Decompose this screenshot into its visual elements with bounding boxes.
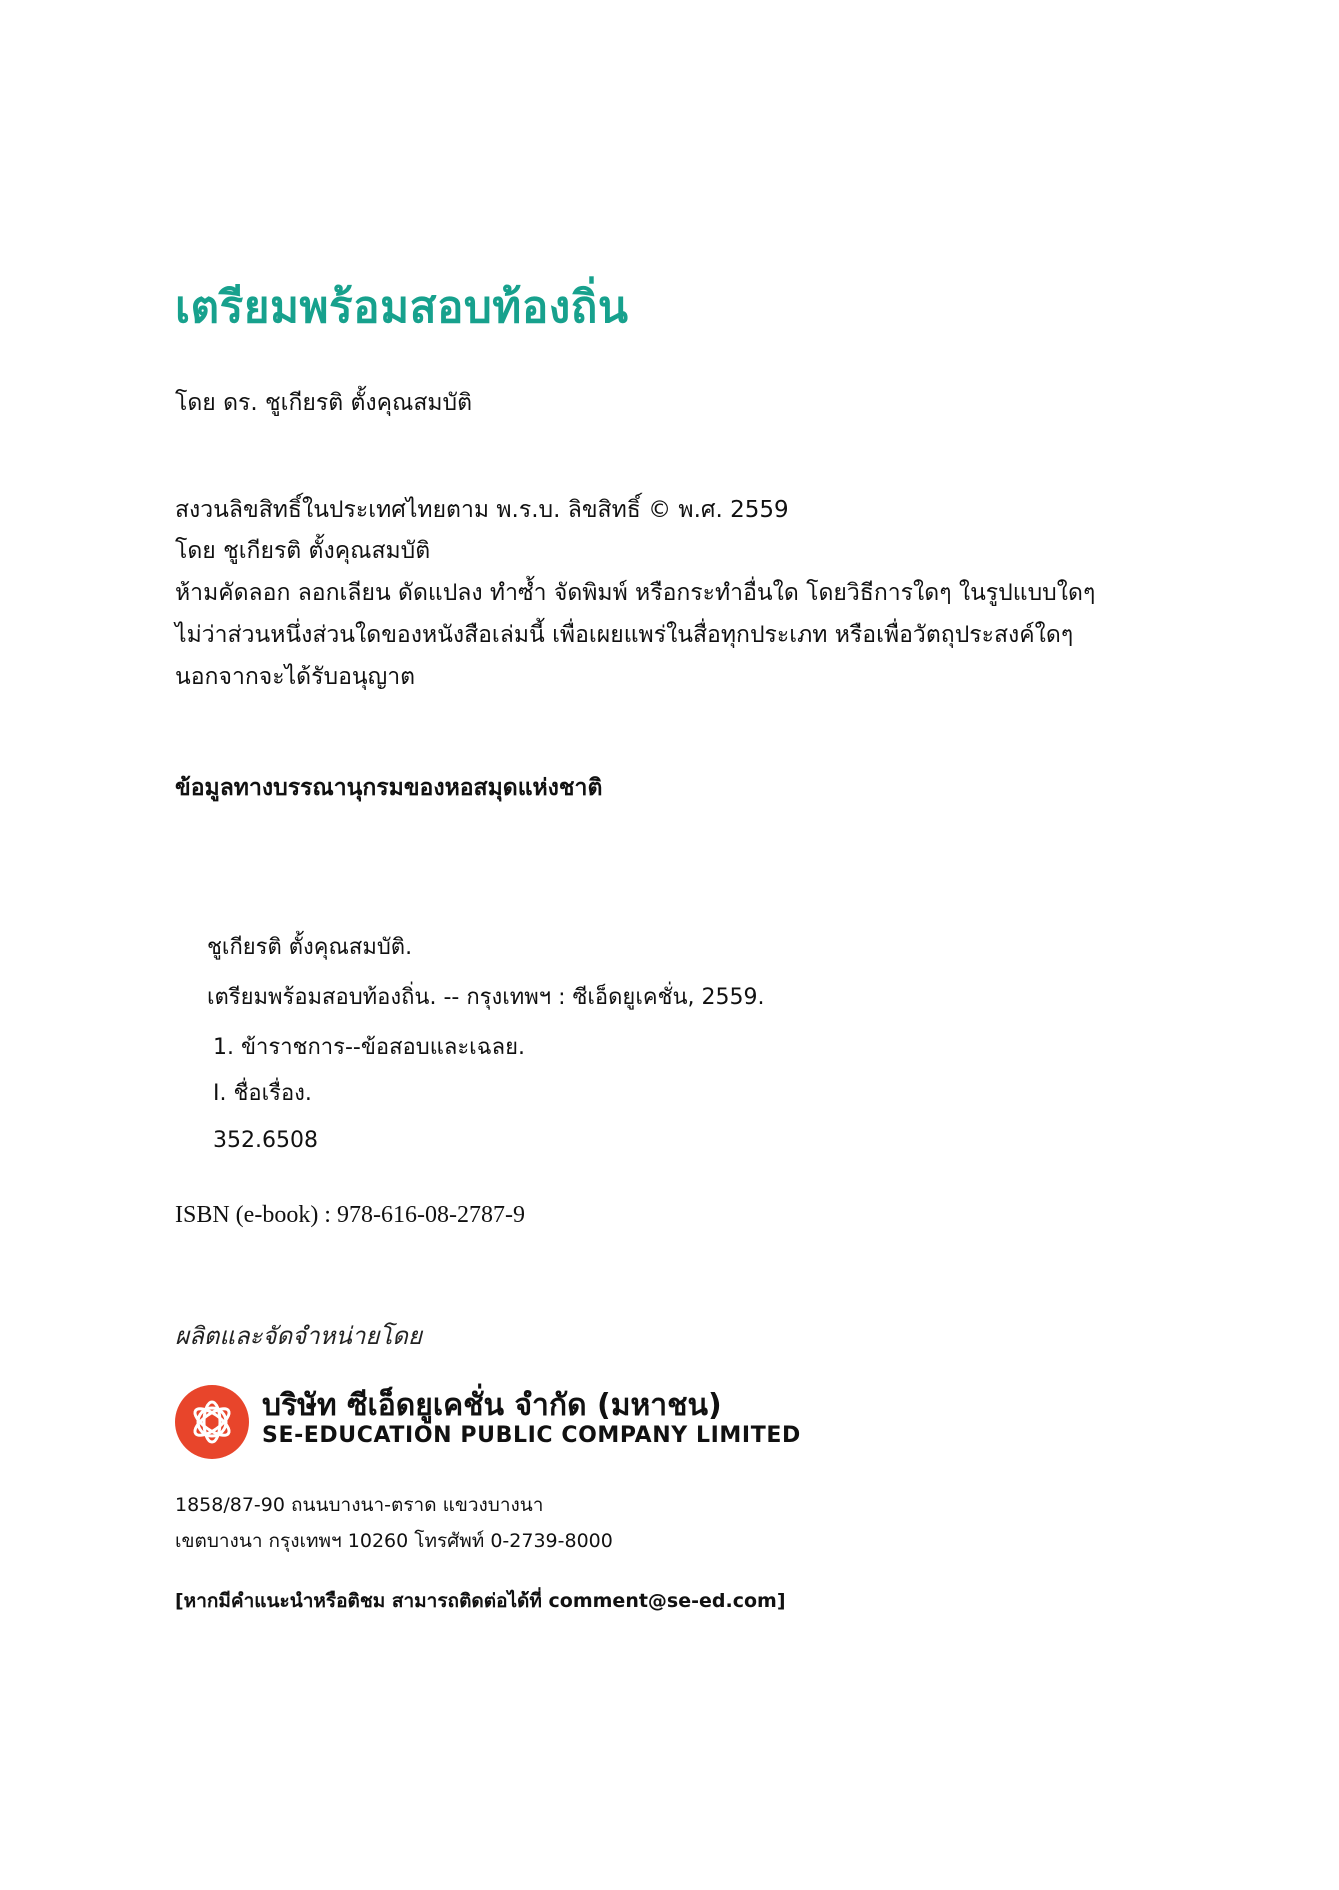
book-title: เตรียมพร้อมสอบท้องถิ่น: [175, 282, 629, 333]
cip-classification: 352.6508: [213, 1128, 318, 1153]
cip-heading: ข้อมูลทางบรรณานุกรมของหอสมุดแห่งชาติ: [175, 775, 603, 801]
isbn: ISBN (e-book) : 978-616-08-2787-9: [175, 1202, 525, 1228]
copyright-line: โดย ชูเกียรติ ตั้งคุณสมบัติ: [175, 538, 431, 564]
contact-note: [หากมีคำแนะนำหรือติชม สามารถติดต่อได้ที่ comment@se-ed.com]: [175, 1590, 786, 1612]
publisher-name-english: SE-EDUCATION PUBLIC COMPANY LIMITED: [262, 1423, 801, 1448]
address-line: เขตบางนา กรุงเทพฯ 10260 โทรศัพท์ 0-2739-8000: [175, 1530, 613, 1552]
author-line: โดย ดร. ชูเกียรติ ตั้งคุณสมบัติ: [175, 390, 473, 416]
copyright-line: นอกจากจะได้รับอนุญาต: [175, 664, 416, 690]
publisher-logo-icon: [175, 1385, 249, 1459]
cip-author: ชูเกียรติ ตั้งคุณสมบัติ.: [207, 935, 413, 960]
address-line: 1858/87-90 ถนนบางนา-ตราด แขวงบางนา: [175, 1494, 544, 1516]
produced-by-label: ผลิตและจัดจำหน่ายโดย: [175, 1322, 422, 1350]
cip-subject: 1. ข้าราชการ--ข้อสอบและเฉลย.: [213, 1035, 526, 1060]
publisher-name-thai: บริษัท ซีเอ็ดยูเคชั่น จำกัด (มหาชน): [262, 1388, 722, 1423]
copyright-line: ห้ามคัดลอก ลอกเลียน ดัดแปลง ทำซ้ำ จัดพิมพ์ หรือกระทำอื่นใด โดยวิธีการใดๆ ในรูปแบบใดๆ: [175, 580, 1096, 606]
cip-title-line: เตรียมพร้อมสอบท้องถิ่น. -- กรุงเทพฯ : ซีเอ็ดยูเคชั่น, 2559.: [207, 985, 765, 1010]
cip-title-entry: I. ชื่อเรื่อง.: [213, 1081, 312, 1106]
copyright-line: ไม่ว่าส่วนหนึ่งส่วนใดของหนังสือเล่มนี้ เพื่อเผยแพร่ในสื่อทุกประเภท หรือเพื่อวัตถุประสงค์ใดๆ: [175, 622, 1074, 648]
copyright-line: สงวนลิขสิทธิ์ในประเทศไทยตาม พ.ร.บ. ลิขสิทธิ์ © พ.ศ. 2559: [175, 497, 789, 523]
